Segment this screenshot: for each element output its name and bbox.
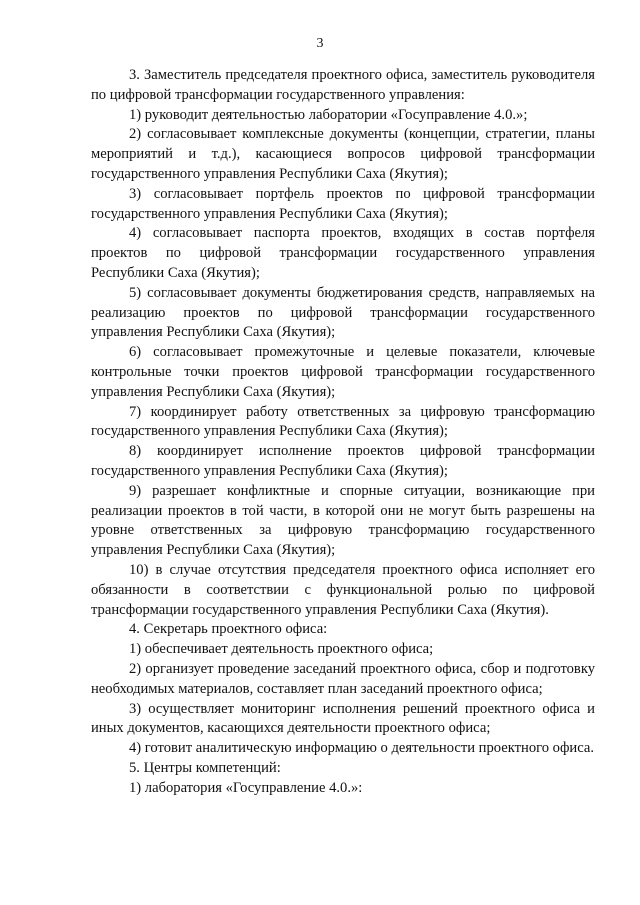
- list-item: 6) согласовывает промежуточные и целевые показатели, ключевые контрольные точки проектов цифровой трансформации государственного управления Республики Саха (Якутия);: [91, 344, 595, 400]
- list-item: 4) согласовывает паспорта проектов, входящих в состав портфеля проектов по цифровой трансформации государственного управления Республики Саха (Якутия);: [91, 225, 595, 281]
- section-heading-secretary: 4. Секретарь проектного офиса:: [129, 621, 328, 638]
- list-item: 10) в случае отсутствия председателя проектного офиса исполняет его обязанности в соответствии с функциональной ролью по цифровой трансформации государственного управления Республики Саха (Якутия).: [91, 561, 595, 618]
- list-item: 3) согласовывает портфель проектов по цифровой трансформации государственного управления Республики Саха (Якутия);: [91, 185, 595, 222]
- list-item: 2) организует проведение заседаний проектного офиса, сбор и подготовку необходимых материалов, составляет план заседаний проектного офиса;: [91, 660, 595, 697]
- list-item: 3) осуществляет мониторинг исполнения решений проектного офиса и иных документов, касающихся деятельности проектного офиса;: [91, 700, 595, 737]
- page-number: 3: [316, 36, 324, 51]
- list-item: 5) согласовывает документы бюджетирования средств, направляемых на реализацию проектов по цифровой трансформации государственного управления Республики Саха (Якутия);: [91, 284, 595, 341]
- section-heading-deputy-chair: 3. Заместитель председателя проектного офиса, заместитель руководителя по цифровой трансформации государственного управления:: [91, 67, 595, 103]
- list-item: 4) готовит аналитическую информацию о деятельности проектного офиса.: [129, 740, 595, 757]
- document-body: [91, 66, 595, 798]
- list-item: 7) координирует работу ответственных за цифровую трансформацию государственного управления Республики Саха (Якутия);: [91, 403, 595, 440]
- section-heading-competence-centers: 5. Центры компетенций:: [129, 759, 281, 776]
- list-item: 2) согласовывает комплексные документы (концепции, стратегии, планы мероприятий и т.д.), касающиеся вопросов цифровой трансформации государственного управления Республики Саха (Якутия);: [91, 126, 595, 182]
- list-item: 1) обеспечивает деятельность проектного офиса;: [129, 641, 434, 658]
- list-item: 1) руководит деятельностью лаборатории «Госуправление 4.0.»;: [129, 106, 528, 123]
- list-item: 8) координирует исполнение проектов цифровой трансформации государственного управления Республики Саха (Якутия);: [91, 443, 595, 479]
- list-item: 9) разрешает конфликтные и спорные ситуации, возникающие при реализации проектов в той части, в которой они не могут быть разрешены на уровне ответственных за цифровую трансформацию государственного управления Республики Саха (Якутия);: [91, 482, 595, 559]
- list-item: 1) лаборатория «Госуправление 4.0.»:: [129, 779, 363, 796]
